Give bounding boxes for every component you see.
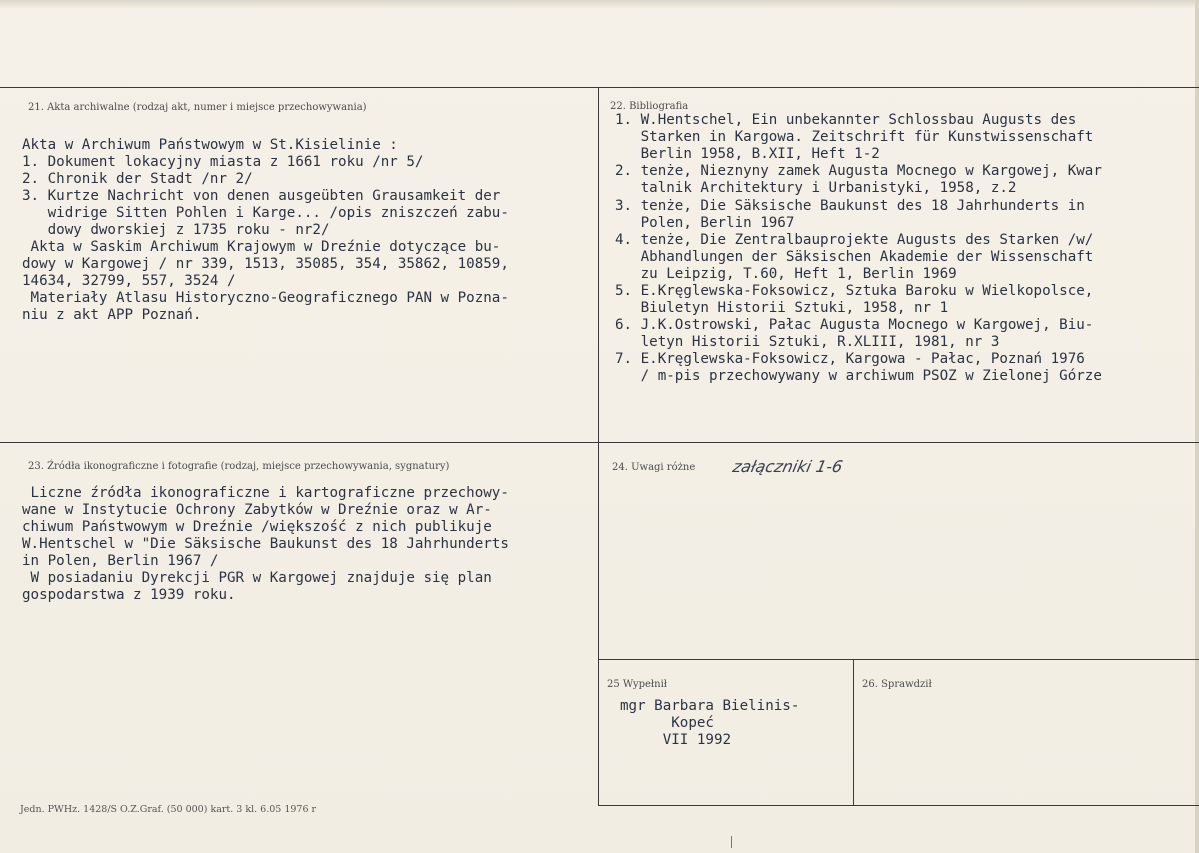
section-26-label: 26. Sprawdził: [862, 679, 932, 690]
text-line: niu z akt APP Poznań.: [22, 307, 202, 323]
text-line: 14634, 32799, 557, 3524 /: [22, 273, 236, 289]
section-23-label: 23. Źródła ikonograficzne i fotografie (rodzaj, miejsce przechowywania, sygnatury): [28, 461, 450, 472]
text-line: 2. tenże, Nieznyny zamek Augusta Mocnego w Kargowej, Kwar: [615, 163, 1102, 179]
text-line: chiwum Państwowym w Dreźnie /większość z nich publikuje: [22, 519, 492, 535]
text-line: Polen, Berlin 1967: [615, 215, 795, 231]
text-line: zu Leipzig, T.60, Heft 1, Berlin 1969: [615, 266, 957, 282]
text-line: Starken in Kargowa. Zeitschrift für Kunstwissenschaft: [615, 129, 1094, 145]
text-line: 7. E.Kręglewska-Foksowicz, Kargowa - Pałac, Poznań 1976: [615, 351, 1085, 367]
signature-rule: [598, 659, 1199, 660]
text-line: 1. W.Hentschel, Ein unbekannter Schlossbau Augusts des: [615, 112, 1077, 128]
text-line: 4. tenże, Die Zentralbauprojekte Augusts des Starken /w/: [615, 232, 1094, 248]
text-line: wane w Instytucie Ochrony Zabytków w Dreźnie oraz w Ar-: [22, 502, 492, 518]
section-24-label: 24. Uwagi różne: [612, 462, 696, 473]
text-line: Biuletyn Historii Sztuki, 1958, nr 1: [615, 300, 949, 316]
text-line: Liczne źródła ikonograficzne i kartograficzne przechowy-: [22, 485, 509, 501]
text-line: mgr Barbara Bielinis-: [620, 698, 800, 714]
text-line: Materiały Atlasu Historyczno-Geograficznego PAN w Pozna-: [22, 290, 509, 306]
bottom-punch-mark: [731, 836, 732, 848]
text-line: Akta w Saskim Archiwum Krajowym w Dreźnie dotyczące bu-: [22, 239, 501, 255]
section-25-label: 25 Wypełnił: [607, 679, 668, 690]
print-footer: Jedn. PWHz. 1428/S O.Z.Graf. (50 000) kart. 3 kl. 6.05 1976 r: [20, 804, 317, 815]
section-21-label: 21. Akta archiwalne (rodzaj akt, numer i miejsce przechowywania): [28, 102, 367, 113]
text-line: Akta w Archiwum Państwowym w St.Kisielinie :: [22, 137, 398, 153]
text-line: 5. E.Kręglewska-Foksowicz, Sztuka Baroku w Wielkopolsce,: [615, 283, 1094, 299]
handwritten-note: załączniki 1-6: [730, 457, 845, 476]
middle-rule: [0, 442, 1199, 443]
text-line: in Polen, Berlin 1967 /: [22, 553, 219, 569]
bottom-rule: [598, 805, 1199, 806]
text-line: widrige Sitten Pohlen i Karge... /opis zniszczeń zabu-: [22, 205, 509, 221]
text-line: 1. Dokument lokacyjny miasta z 1661 roku /nr 5/: [22, 154, 424, 170]
card-right-edge: [1195, 0, 1199, 853]
text-line: / m-pis przechowywany w archiwum PSOZ w Zielonej Górze: [615, 368, 1102, 384]
text-line: Berlin 1958, B.XII, Heft 1-2: [615, 146, 880, 162]
text-line: gospodarstwa z 1939 roku.: [22, 587, 236, 603]
text-line: Kopeć: [620, 715, 714, 731]
section-22-label: 22. Bibliografia: [610, 101, 689, 112]
center-divider: [598, 87, 599, 805]
text-line: W.Hentschel w "Die Säksische Baukunst des 18 Jahrhunderts: [22, 536, 509, 552]
signature-divider: [853, 659, 854, 805]
text-line: 2. Chronik der Stadt /nr 2/: [22, 171, 253, 187]
top-rule: [0, 87, 1199, 88]
text-line: 3. Kurtze Nachricht von denen ausgeübten Grausamkeit der: [22, 188, 501, 204]
text-line: Abhandlungen der Säksischen Akademie der Wissenschaft: [615, 249, 1094, 265]
card-top-edge: [0, 0, 1199, 8]
text-line: 3. tenże, Die Säksische Baukunst des 18 Jahrhunderts in: [615, 198, 1085, 214]
text-line: VII 1992: [620, 732, 732, 748]
text-line: 6. J.K.Ostrowski, Pałac Augusta Mocnego w Kargowej, Biu-: [615, 317, 1094, 333]
text-line: letyn Historii Sztuki, R.XLIII, 1981, nr 3: [615, 334, 1000, 350]
text-line: talnik Architektury i Urbanistyki, 1958, z.2: [615, 180, 1017, 196]
text-line: dowy w Kargowej / nr 339, 1513, 35085, 354, 35862, 10859,: [22, 256, 509, 272]
text-line: W posiadaniu Dyrekcji PGR w Kargowej znajduje się plan: [22, 570, 492, 586]
text-line: dowy dworskiej z 1735 roku - nr2/: [22, 222, 330, 238]
